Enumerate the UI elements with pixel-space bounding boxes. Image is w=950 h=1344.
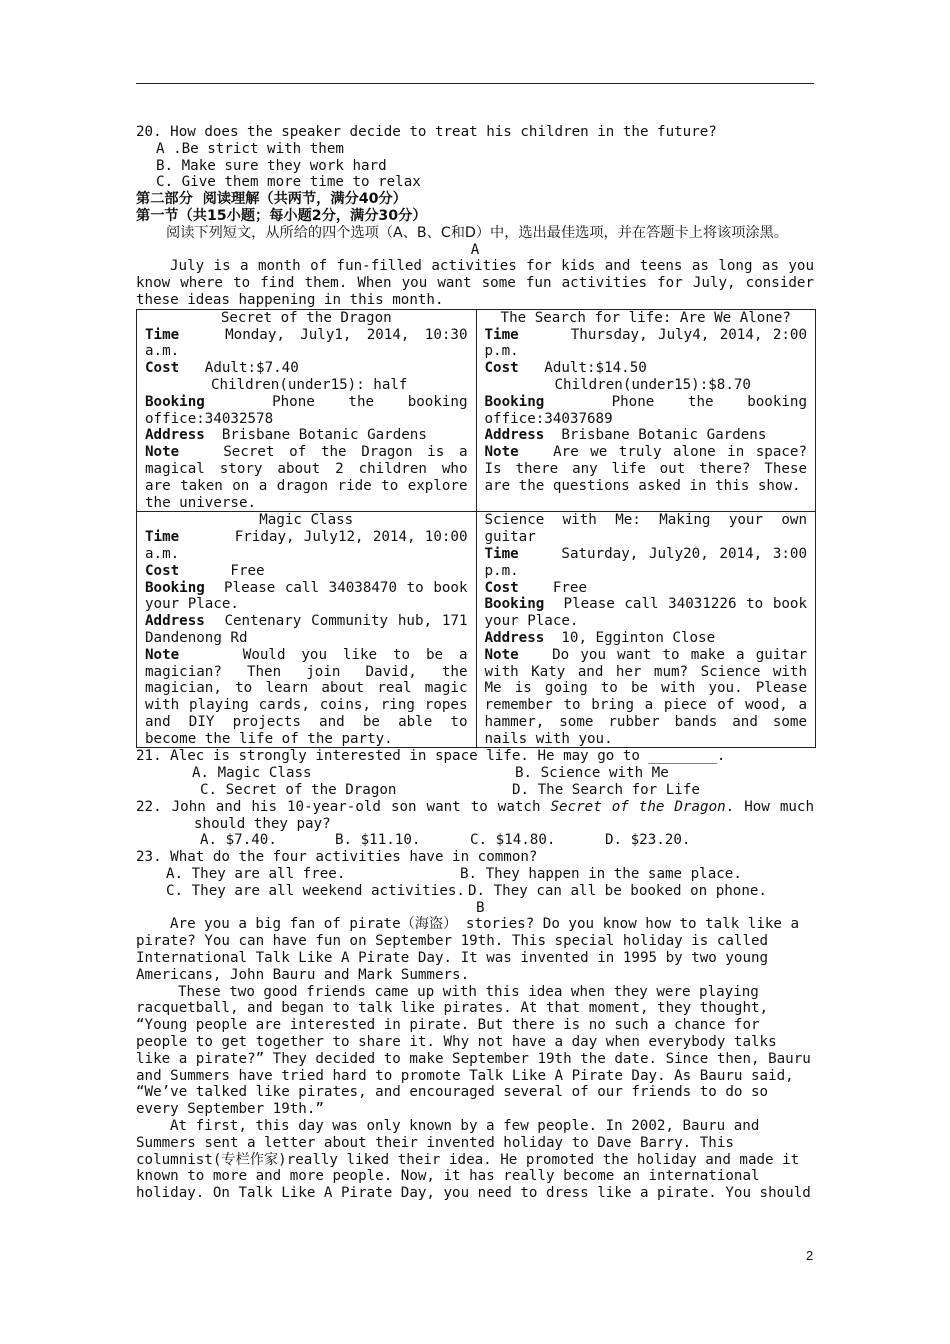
activity-cell-science-with-me [476, 512, 816, 748]
booking-value: Phone the booking office:34037689 [484, 393, 807, 427]
passage-a-letter: A [470, 241, 480, 258]
time-value: Thursday, July4, 2014, 2:00 p.m. [484, 326, 807, 360]
q21-option-d: D. The Search for Life [512, 782, 700, 799]
q20-option-c: C. Give them more time to relax [156, 174, 421, 191]
cost-key: Cost [484, 579, 519, 596]
address-value: Brisbane Botanic Gardens [561, 427, 767, 444]
q22-option-c: C. $14.80. [470, 832, 556, 849]
q20-stem: 20. How does the speaker decide to treat his children in the future? [136, 124, 717, 140]
note-value: Would you like to be a magician? Then join David, the magician, to learn about real magic with playing cards, coins, ring ropes and DIY projects and be able to become the life of the party. [145, 646, 468, 747]
q21-option-c: C. Secret of the Dragon [200, 782, 397, 799]
address-value: Brisbane Botanic Gardens [221, 427, 427, 444]
address-value: Centenary Community hub, 171 Dandenong Rd [145, 613, 468, 646]
q22-stem-pre: 22. John and his 10-year-old son want to watch [136, 798, 551, 815]
note-value: Secret of the Dragon is a magical story about 2 children who are taken on a dragon ride to explore the universe. [145, 444, 468, 511]
booking-value: Please call 34038470 to book your Place. [145, 579, 468, 613]
q23-option-b: B. They happen in the same place. [460, 866, 742, 883]
activity-title: Magic Class [259, 512, 354, 529]
time-key: Time [484, 326, 519, 343]
q22-option-b: B. $11.10. [335, 832, 421, 849]
passage-b-paragraph-2: These two good friends came up with this idea when they were playing racquetball, and began to talk like pirates. At that moment, they thought, “Young people are interested in pirate. But there is no such a chance for people to get together to share it. Why not have a day when everybody talks like a pirate?” They decided to make September 19th the date. Since then, Bauru and Summers have tried hard to promote Talk Like A Pirate Day. As Bauru said, “We’ve talked like pirates, and encouraged several of our friends to do so every September 19th.” [136, 983, 811, 1118]
cost-key: Cost [484, 360, 519, 377]
activities-table [136, 309, 816, 749]
activity-title: Secret of the Dragon [220, 309, 392, 326]
activity-title: The Search for life: Are We Alone? [500, 309, 791, 326]
activity-cell-search-life [476, 309, 816, 512]
address-key: Address [145, 613, 205, 630]
q22-stem-title: Secret of the Dragon [550, 798, 726, 815]
address-key: Address [145, 427, 205, 444]
q22-option-a: A. $7.40. [200, 832, 277, 849]
passage-b-paragraph-3: At first, this day was only known by a few people. In 2002, Bauru and Summers sent a letter about their invented holiday to Dave Barry. This columnist(专栏作家)really liked their idea. He promoted the holiday and made it known to more and more people. Now, it has really become an international holiday. On Talk Like A Pirate Day, you need to dress like a pirate. You should [136, 1118, 811, 1202]
note-value: Are we truly alone in space? Is there any life out there? These are the questions asked in this show. [484, 444, 807, 494]
cost-key: Cost [145, 360, 180, 377]
cost-value-children: Children(under15):$8.70 [554, 376, 751, 393]
time-value: Friday, July12, 2014, 10:00 a.m. [145, 529, 468, 562]
note-key: Note [484, 444, 519, 461]
q20-option-b: B. Make sure they work hard [156, 157, 387, 174]
time-key: Time [145, 529, 180, 546]
section1-title: 第一节（共15小题；每小题2分，满分30分） [136, 207, 427, 224]
cost-value: Free [230, 562, 265, 579]
passage-b-letter: B [476, 899, 485, 916]
q22-stem [136, 799, 814, 833]
cost-key: Cost [145, 562, 180, 579]
cost-value: Adult:$7.40 [204, 360, 299, 377]
cost-value: Adult:$14.50 [544, 360, 647, 377]
booking-value: Phone the booking office:34032578 [145, 393, 468, 427]
q22-stem-post: . How much should they pay? [194, 798, 814, 832]
q23-option-d: D. They can all be booked on phone. [468, 882, 767, 899]
note-key: Note [484, 646, 519, 663]
booking-key: Booking [484, 393, 545, 410]
page-number: 2 [806, 1248, 814, 1263]
time-value: Saturday, July20, 2014, 3:00 p.m. [484, 545, 807, 579]
note-key: Note [145, 444, 180, 461]
q23-option-a: A. They are all free. [166, 866, 346, 883]
activity-cell-magic-class [137, 512, 477, 748]
booking-key: Booking [145, 393, 205, 410]
booking-value: Please call 34031226 to book your Place. [484, 596, 807, 630]
activity-title: Science with Me: Making your own guitar [484, 512, 807, 546]
note-key: Note [145, 646, 180, 663]
passage-a-intro: July is a month of fun-filled activities for kids and teens as long as you know where to find them. When you want some fun activities for July, consider these ideas happening in this month. [136, 258, 814, 308]
booking-key: Booking [145, 579, 205, 596]
cost-value: Free [552, 579, 588, 596]
q23-option-c: C. They are all weekend activities. [166, 882, 465, 899]
q21-stem: 21. Alec is strongly interested in space life. He may go to ________. [136, 748, 726, 765]
booking-key: Booking [484, 596, 545, 613]
q22-option-d: D. $23.20. [605, 832, 691, 849]
q21-option-a: A. Magic Class [192, 765, 312, 782]
header-rule [136, 83, 814, 84]
passage-b-paragraph-1: Are you a big fan of pirate（海盗） stories? Do you know how to talk like a pirate? You can have fun on September 19th. This special holiday is called International Talk Like A Pirate Day. It was invented in 1995 by two young Americans, John Bauru and Mark Summers. [136, 916, 800, 983]
q21-option-b: B. Science with Me [515, 765, 669, 782]
instruction: 阅读下列短文，从所给的四个选项（A、B、C和D）中，选出最佳选项，并在答题卡上将该项涂黑。 [166, 224, 788, 241]
address-value: 10, Egginton Close [561, 629, 716, 646]
passage-b [136, 916, 814, 1202]
time-value: Monday, July1, 2014, 10:30 a.m. [145, 326, 468, 360]
part2-title: 第二部分 阅读理解（共两节，满分40分） [136, 191, 407, 208]
activity-cell-secret-dragon [137, 309, 477, 512]
time-key: Time [145, 326, 180, 343]
q23-stem: 23. What do the four activities have in common? [136, 849, 538, 866]
address-key: Address [484, 629, 545, 646]
address-key: Address [484, 427, 545, 444]
cost-value-children: Children(under15): half [211, 376, 408, 393]
page-content [136, 124, 814, 1202]
time-key: Time [484, 545, 519, 562]
q20-option-a: A .Be strict with them [156, 140, 344, 157]
note-value: Do you want to make a guitar with Katy and her mum? Science with Me is going to be with you. Please remember to bring a piece of wood, a hammer, some rubber bands and some nails with you. [484, 646, 807, 747]
